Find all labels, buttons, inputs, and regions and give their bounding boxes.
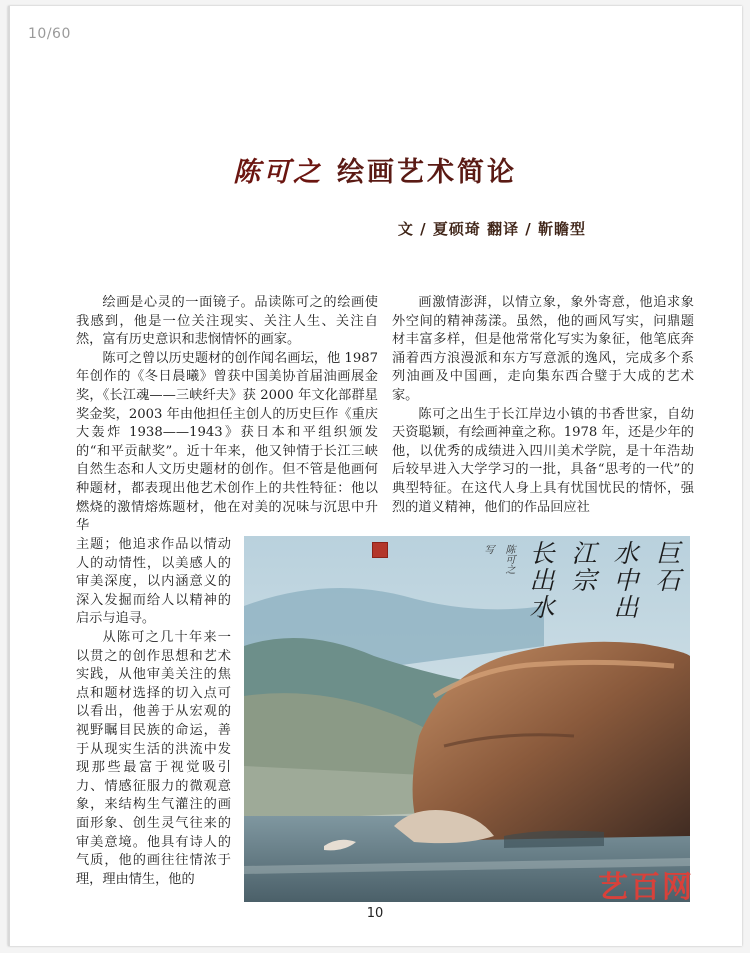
byline: 文 / 夏硕琦 翻译 / 靳瞻型 [397,220,586,238]
title-name: 陈可之 [233,157,323,188]
paragraph: 陈可之曾以历史题材的创作闻名画坛，他 1987 年创作的《冬日晨曦》曾获中国美协首届油画展金奖，《长江魂——三峡纤夫》获 2000 年文化部群星奖金奖，2003 年由他担任主创人的历史巨作《重庆大轰炸 1938——1943》获日本和平组织颁发的“和平贡献奖”。近十年来，他又钟情于长江三峡自然生态和人文历史题材的创作。但不管是他画何种题材，都表现出他艺术创作上的共性特征：他以燃烧的激情熔炼题材，他在对美的况味与沉思中升华 [76,350,378,534]
inscription-signature: 写 [482,544,493,554]
paragraph: 主题；他追求作品以情动人的动情性，以美感人的审美深度，以内涵意义的深入发掘而给人以精神的启示与追寻。 [76,537,231,627]
inscription-line: 巨石 [652,540,681,594]
paragraph: 画激情澎湃，以情立象，象外寄意，他追求象外空间的精神荡漾。虽然，他的画风写实，问鼎题材丰富多样，但是他常常化写实为象征，他笔底奔涌着西方浪漫派和东方写意派的逸风，完成多个系列油画及中国画，走向集东西合璧于大成的艺术家。 [392,295,694,403]
paragraph: 陈可之出生于长江岸边小镇的书香世家，自幼天资聪颖，有绘画神童之称。1978 年，还是少年的他，以优秀的成绩进入四川美术学院，是十年浩劫后较早进入大学学习的一批，具备“思考的一代”的典型特征。在这代人身上具有忧国忧民的情怀，强烈的道义精神，他们的作品回应社 [392,406,694,515]
inscription-signature: 陈可之 [503,544,514,574]
paragraph: 从陈可之几十年来一以贯之的创作思想和艺术实践，从他审美关注的焦点和题材选择的切入点可以看出，他善于从宏观的视野瞩目民族的命运，善于从现实生活的洪流中发现那些最富于视觉吸引力、情感征服力的微观意象，来结构生气灌注的画面形象、创生灵气往来的审美意境。他具有诗人的气质，他的画往往情浓于理，理由情生，他的 [76,629,231,887]
inscription-line: 水中出 [610,540,639,621]
page-edge [8,6,10,946]
article-title [0,150,750,189]
title-rest: 绘画艺术简论 [337,157,517,188]
left-column-top [76,294,378,536]
watermark-logo: 艺百网 [598,870,694,905]
right-column [392,294,694,517]
paragraph: 绘画是心灵的一面镜子。品读陈可之的绘画使我感到，他是一位关注现实、关注人生、关注自然，富有历史意识和悲悯情怀的画家。 [76,295,378,348]
painting-inscription [480,540,684,621]
left-column-narrow [76,536,231,889]
landscape-painting [244,536,690,902]
inscription-line: 长出水 [526,540,555,621]
page-indicator: 10/60 [28,26,71,42]
page-number: 10 [366,906,384,921]
inscription-line: 江宗 [568,540,597,594]
red-seal-icon [372,542,388,558]
